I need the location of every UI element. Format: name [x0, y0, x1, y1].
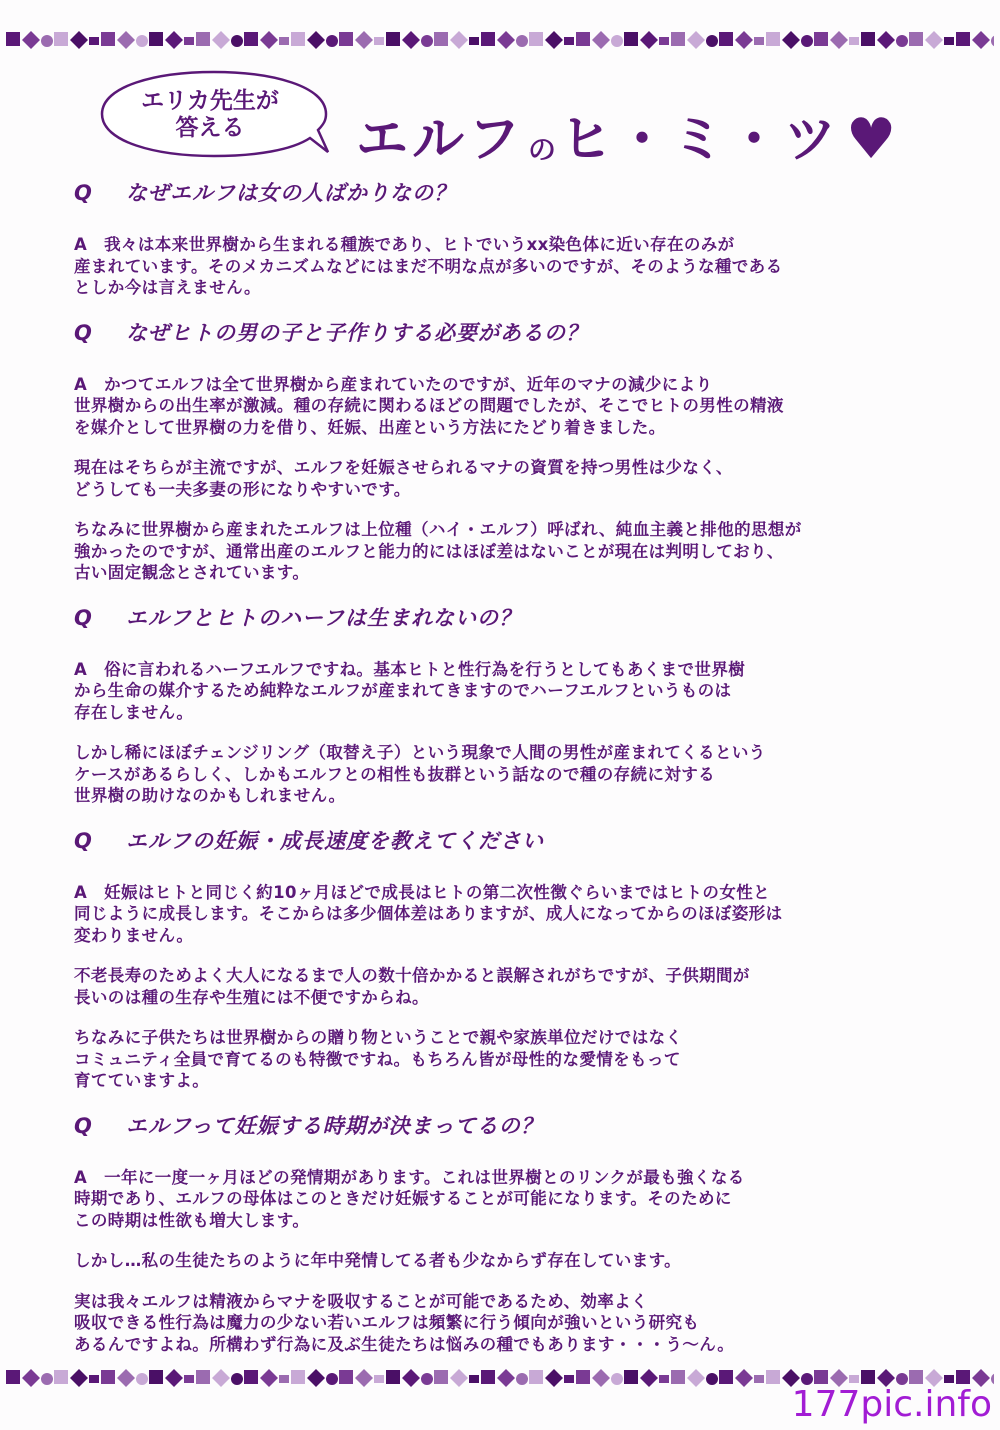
border-ornament — [434, 1370, 448, 1384]
border-ornament — [421, 1373, 433, 1385]
border-ornament — [766, 32, 780, 46]
watermark: 177pic.info — [791, 1384, 992, 1425]
border-ornament — [687, 1369, 705, 1387]
border-ornament — [706, 35, 718, 47]
border-ornament — [196, 32, 210, 46]
border-ornament — [576, 32, 590, 46]
question-text: なぜエルフは女の人ばかりなの？ — [126, 181, 456, 205]
border-ornament — [165, 31, 183, 49]
border-ornament — [434, 32, 448, 46]
question-marker: Q — [74, 1113, 93, 1138]
question-text: なぜヒトの男の子と子作りする必要があるの？ — [126, 320, 588, 345]
answer-paragraph-continued: ちなみに世界樹から産まれたエルフは上位種（ハイ・エルフ）呼ばれ、純血主義と排他的思想が 強かったのですが、通常出産のエルフと能力的にはほぼ差はないことが現在は判明しており、 古い固定観念とされています。 — [74, 520, 802, 582]
border-ornament — [545, 31, 563, 49]
title-main: エルフ — [356, 110, 525, 170]
question-heading — [74, 826, 924, 856]
border-ornament — [70, 31, 88, 49]
question-marker: Q — [74, 320, 93, 345]
border-ornament — [909, 32, 923, 46]
question-text: エルフの妊娠・成長速度を教えてください — [126, 828, 544, 853]
border-ornament — [830, 31, 848, 49]
border-ornament — [149, 1370, 163, 1384]
border-ornament — [386, 1370, 400, 1384]
border-ornament — [481, 32, 495, 46]
border-ornament — [117, 1369, 135, 1387]
border-ornament — [956, 1370, 970, 1384]
answer-paragraph: A 俗に言われるハーフエルフですね。基本ヒトと性行為を行うとしてもあくまで世界樹 から生命の媒介するため純粋なエルフが産まれてきますのでハーフエルフというものは 存在しません。 — [74, 659, 746, 722]
border-ornament — [611, 35, 623, 47]
border-ornament — [671, 1370, 685, 1384]
border-ornament — [735, 31, 753, 49]
border-ornament — [402, 1369, 420, 1387]
border-ornament — [706, 1373, 718, 1385]
border-ornament — [956, 32, 970, 46]
qa-list — [74, 172, 924, 1374]
bubble-text — [96, 88, 324, 142]
border-ornament — [54, 32, 68, 46]
qa-section — [74, 318, 924, 584]
border-ornament — [469, 37, 479, 45]
border-ornament — [307, 31, 325, 49]
border-ornament — [814, 32, 828, 46]
border-ornament — [291, 1370, 305, 1384]
answer-paragraph: A 一年に一度一ヶ月ほどの発情期があります。これは世界樹とのリンクが最も強くなる 時期であり、エルフの母体はこのときだけ妊娠することが可能になります。そのために この時期は性欲も増大します。 — [74, 1167, 745, 1230]
border-ornament — [861, 1370, 875, 1384]
border-ornament — [640, 1369, 658, 1387]
heart-icon: ♥ — [846, 107, 897, 172]
border-ornament — [291, 32, 305, 46]
border-ornament — [402, 31, 420, 49]
border-ornament — [70, 1369, 88, 1387]
border-ornament — [592, 1369, 610, 1387]
border-ornament — [719, 32, 733, 46]
answer-paragraph-continued: しかし稀にほぼチェンジリング（取替え子）という現象で人間の男性が産まれてくるという ケースがあるらしく、しかもエルフとの相性も抜群という話なので種の存続に対する 世界樹の助けなのかもしれません。 — [74, 743, 766, 805]
border-ornament — [450, 1369, 468, 1387]
qa-section — [74, 178, 924, 299]
answer-paragraph-continued: 不老長寿のためよく大人になるまで人の数十倍かかると誤解されがちですが、子供期間が 長いのは種の生存や生殖には不便ですからね。 — [74, 966, 750, 1007]
page-title — [356, 100, 896, 172]
border-ornament — [782, 31, 800, 49]
answer-paragraph-continued: ちなみに子供たちは世界樹からの贈り物ということで親や家族単位だけではなく コミュニティ全員で育てるのも特徴ですね。もちろん皆が母性的な愛情をもって 育てていますよ。 — [74, 1028, 683, 1090]
title-particle: の — [528, 133, 557, 166]
border-ornament — [624, 32, 638, 46]
border-ornament — [279, 1375, 289, 1383]
border-ornament — [196, 1370, 210, 1384]
border-ornament — [925, 31, 943, 49]
border-ornament — [54, 1370, 68, 1384]
border-ornament — [6, 32, 20, 46]
border-ornament — [861, 32, 875, 46]
border-ornament — [516, 1373, 528, 1385]
border-ornament — [355, 1369, 373, 1387]
border-ornament — [469, 1375, 479, 1383]
border-ornament — [165, 1369, 183, 1387]
border-ornament — [497, 31, 515, 49]
border-ornament — [231, 35, 243, 47]
question-marker: Q — [74, 828, 93, 853]
border-ornament — [972, 31, 990, 49]
border-ornament — [421, 35, 433, 47]
answer-paragraph: A 我々は本来世界樹から生まれる種族であり、ヒトでいうxx染色体に近い存在のみが 産まれています。そのメカニズムなどにはまだ不明な点が多いのですが、そのような種である としか今は言えません。 — [74, 235, 783, 297]
border-ornament — [89, 1375, 99, 1383]
border-ornament — [184, 1375, 194, 1383]
answer-paragraph-continued: 現在はそちらが主流ですが、エルフを妊娠させられるマナの資質を持つ男性は少なく、 どうしても一夫多妻の形になりやすいです。 — [74, 458, 733, 499]
border-ornament — [231, 1373, 243, 1385]
border-ornament — [212, 31, 230, 49]
border-ornament — [896, 35, 908, 47]
border-ornament — [754, 37, 764, 45]
qa-section — [74, 603, 924, 807]
border-ornament — [624, 1370, 638, 1384]
qa-section — [74, 1111, 924, 1356]
border-ornament — [101, 1370, 115, 1384]
border-ornament — [659, 1375, 669, 1383]
border-ornament — [184, 37, 194, 45]
border-ornament — [576, 1370, 590, 1384]
border-ornament — [260, 31, 278, 49]
border-ornament — [89, 37, 99, 45]
border-ornament — [944, 1375, 954, 1383]
answer-paragraph-continued: 実は我々エルフは精液からマナを吸収することが可能であるため、効率よく 吸収できる性行為は魔力の少ない若いエルフは頻繁に行う傾向が強いという研究も あるんですよね。所構わず行為に及ぶ生徒たちは悩みの種でもあります・・・う～ん。 — [74, 1291, 735, 1354]
border-ornament — [481, 1370, 495, 1384]
bubble-line-2: 答える — [175, 115, 245, 141]
border-ornament — [22, 1369, 40, 1387]
answer-paragraph-continued: しかし…私の生徒たちのように年中発情してる者も少なからず存在しています。 — [74, 1251, 682, 1270]
question-marker: Q — [74, 181, 93, 205]
border-ornament — [611, 1373, 623, 1385]
question-text: エルフとヒトのハーフは生まれないの？ — [126, 605, 521, 630]
border-ornament — [260, 1369, 278, 1387]
border-ornament — [339, 32, 353, 46]
border-ornament — [101, 32, 115, 46]
border-ornament — [386, 32, 400, 46]
border-ornament — [640, 31, 658, 49]
border-ornament — [659, 37, 669, 45]
question-marker: Q — [74, 605, 93, 630]
border-ornament — [497, 1369, 515, 1387]
answer-paragraph: A かつてエルフは全て世界樹から産まれていたのですが、近年のマナの減少により 世界樹からの出生率が激減。種の存続に関わるほどの問題でしたが、そこでヒトの男性の精液 を媒介として世界樹の力を借り、妊娠、出産という方法にたどり着きました。 — [74, 374, 784, 437]
border-ornament — [326, 35, 338, 47]
border-ornament — [355, 31, 373, 49]
border-ornament — [592, 31, 610, 49]
border-ornament — [326, 1373, 338, 1385]
bubble-line-1: エリカ先生が — [141, 88, 279, 114]
border-ornament — [529, 1370, 543, 1384]
qa-section — [74, 826, 924, 1092]
border-ornament — [136, 1373, 148, 1385]
border-ornament — [244, 1370, 258, 1384]
border-ornament — [545, 1369, 563, 1387]
border-ornament — [801, 35, 813, 47]
border-ornament — [944, 37, 954, 45]
speech-bubble — [96, 68, 336, 168]
border-ornament — [450, 31, 468, 49]
border-ornament — [136, 35, 148, 47]
border-ornament — [339, 1370, 353, 1384]
border-ornament — [244, 32, 258, 46]
question-heading — [74, 1111, 924, 1141]
border-ornament — [6, 1370, 20, 1384]
border-ornament — [735, 1369, 753, 1387]
border-ornament — [564, 1375, 574, 1383]
border-ornament — [529, 32, 543, 46]
border-ornament — [877, 31, 895, 49]
answer-paragraph: A 妊娠はヒトと同じく約10ヶ月ほどで成長はヒトの第二次性徴ぐらいまではヒトの女性と 同じように成長します。そこからは多少個体差はありますが、成人になってからのほぼ姿形は 変わりません。 — [74, 882, 783, 945]
border-ornament — [564, 37, 574, 45]
border-ornament — [671, 32, 685, 46]
border-ornament — [719, 1370, 733, 1384]
border-ornament — [814, 1370, 828, 1384]
border-ornament — [212, 1369, 230, 1387]
border-ornament — [374, 1375, 384, 1383]
border-ornament — [22, 31, 40, 49]
title-tail: ヒ・ミ・ツ — [560, 110, 841, 170]
border-ornament — [909, 1370, 923, 1384]
border-ornament — [849, 37, 859, 45]
question-text: エルフって妊娠する時期が決まってるの？ — [126, 1113, 543, 1138]
border-ornament — [41, 1373, 53, 1385]
decorative-border-top — [6, 28, 994, 52]
border-ornament — [374, 37, 384, 45]
border-ornament — [754, 1375, 764, 1383]
border-ornament — [849, 1375, 859, 1383]
border-ornament — [766, 1370, 780, 1384]
question-heading — [74, 178, 924, 208]
question-heading — [74, 318, 924, 348]
border-ornament — [41, 35, 53, 47]
border-ornament — [307, 1369, 325, 1387]
question-heading — [74, 603, 924, 633]
border-ornament — [991, 35, 994, 47]
border-ornament — [149, 32, 163, 46]
border-ornament — [516, 35, 528, 47]
border-ornament — [279, 37, 289, 45]
border-ornament — [117, 31, 135, 49]
border-ornament — [687, 31, 705, 49]
